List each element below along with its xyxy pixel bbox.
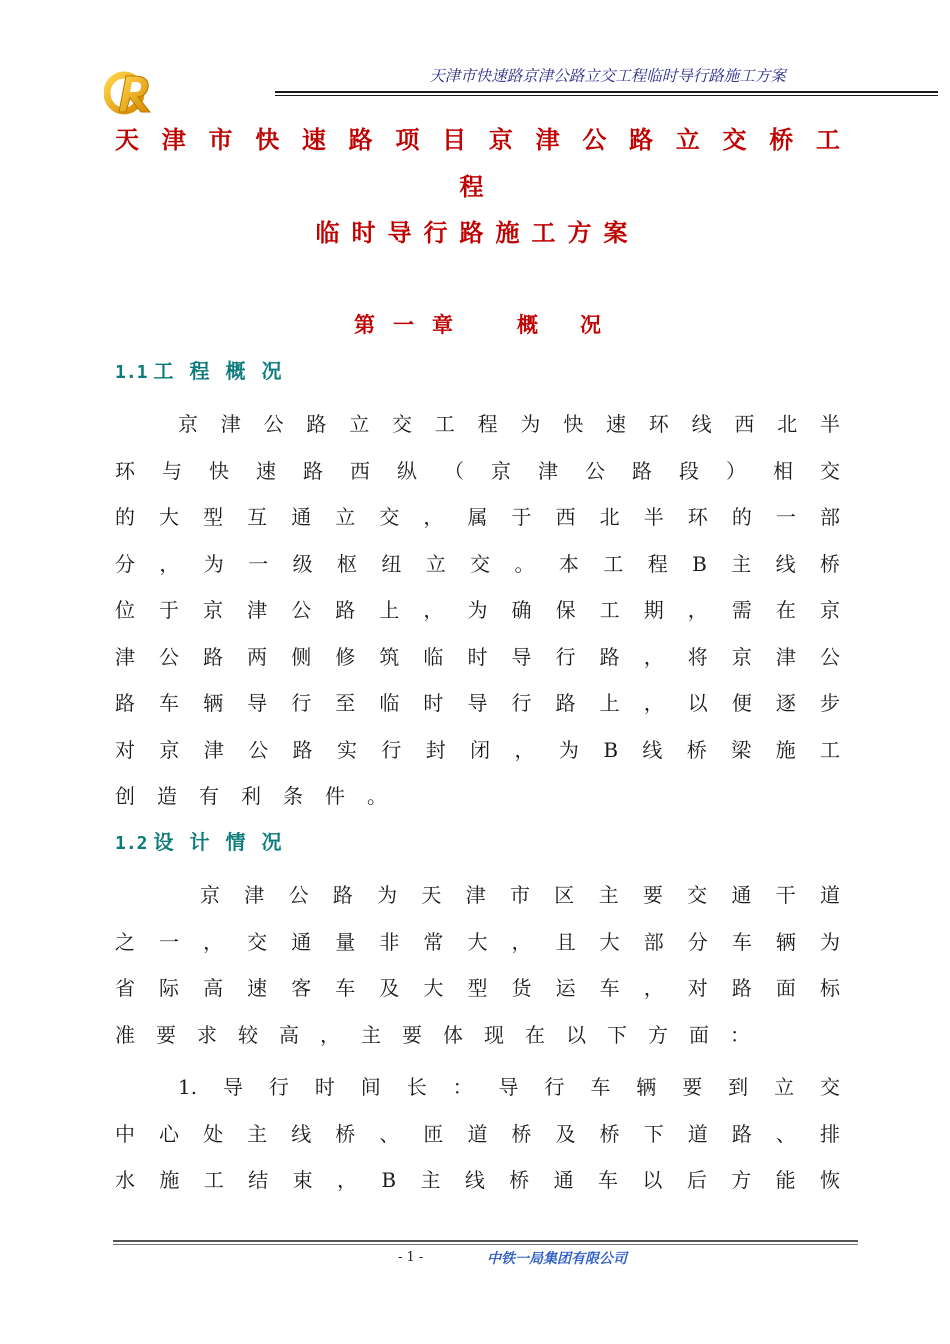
section-number: 1.1: [115, 362, 148, 383]
paragraph-line: 省际高速客车及大型货运车，对路面标: [115, 976, 840, 1000]
paragraph-line: 津公路两侧修筑临时导行路，将京津公: [115, 645, 840, 669]
list-item-line: 1.导行时间长：导行车辆要到立交: [178, 1075, 840, 1099]
paragraph-line: 对京津公路实行封闭，为B线桥梁施工: [115, 738, 840, 762]
list-item-line: 水施工结束，B主线桥通车以后方能恢: [115, 1168, 840, 1192]
header-divider: [275, 91, 938, 93]
document-title-line-1: 天津市快速路项目京津公路立交桥工: [115, 125, 840, 154]
document-title-line-3: 临时导行路施工方案: [315, 218, 640, 247]
list-item-line: 中心处主线桥、匝道桥及桥下道路、排: [115, 1122, 840, 1146]
document-title-line-2: 程: [459, 172, 496, 201]
company-logo-icon: [104, 70, 156, 116]
section-heading-1-1: [115, 355, 298, 384]
company-name: 中铁一局集团有限公司: [487, 1251, 627, 1267]
paragraph-line: 位于京津公路上，为确保工期，需在京: [115, 598, 840, 622]
section-number: 1.2: [115, 833, 148, 854]
section-title: 工程概况: [153, 359, 298, 383]
section-title: 设计情况: [153, 830, 298, 854]
paragraph-line: 京津公路立交工程为快速环线西北半: [178, 412, 840, 436]
chapter-number: 第一章: [354, 312, 471, 337]
header-divider-thin: [275, 95, 938, 96]
section-heading-1-2: [115, 826, 298, 855]
header-title: 天津市快速路京津公路立交工程临时导行路施工方案: [429, 67, 786, 85]
paragraph-line: 之一，交通量非常大，且大部分车辆为: [115, 930, 840, 954]
footer-divider-thin: [113, 1244, 858, 1245]
paragraph-line: 准要求较高，主要体现在以下方面：: [115, 1023, 771, 1047]
paragraph-line: 创造有利条件。: [115, 784, 409, 808]
paragraph-line: 路车辆导行至临时导行路上，以便逐步: [115, 691, 840, 715]
footer-divider: [113, 1240, 858, 1242]
chapter-title: 概 况: [517, 312, 601, 337]
chapter-heading: [115, 309, 840, 339]
paragraph-line: 分，为一级枢纽立交。本工程B主线桥: [115, 552, 840, 576]
page-number: - 1 -: [398, 1250, 424, 1265]
paragraph-line: 京津公路为天津市区主要交通干道: [200, 883, 840, 907]
paragraph-line: 环与快速路西纵（京津公路段）相交: [115, 459, 840, 483]
paragraph-line: 的大型互通立交，属于西北半环的一部: [115, 505, 840, 529]
page-header: [100, 62, 840, 102]
